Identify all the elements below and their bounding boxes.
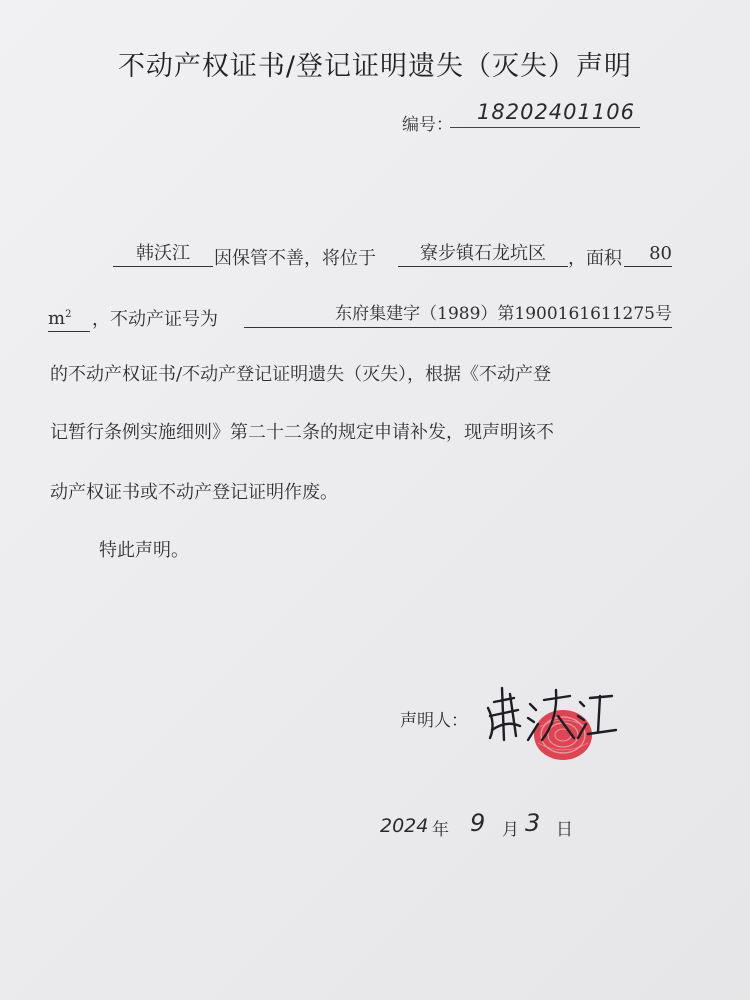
serial-number-label: 编号： (402, 115, 453, 135)
handwritten-signature (480, 680, 620, 750)
area-unit-superscript: 2 (65, 309, 72, 320)
area-unit-field (48, 302, 90, 332)
date-year: 2024 (380, 815, 429, 837)
date-month-char: 月 (502, 820, 519, 840)
serial-number-value: 18202401106 (477, 100, 635, 124)
date-year-char: 年 (432, 820, 449, 840)
serial-number-underline (450, 127, 640, 128)
applicant-name-field: 韩沃江 (113, 241, 213, 267)
location-field: 寮步镇石龙坑区 (398, 241, 568, 267)
declarant-label: 声明人： (400, 711, 468, 731)
date-month: 9 (470, 809, 486, 837)
paragraph-line-5: 动产权证书或不动产登记证明作废。 (50, 482, 338, 503)
area-unit-base: m (48, 308, 66, 329)
text-because: 因保管不善，将位于 (214, 248, 376, 269)
area-value-field: 80 (624, 241, 672, 267)
paragraph-line-3: 的不动产权证书/不动产登记证明遗失（灭失），根据《不动产登 (50, 364, 552, 385)
document-title: 不动产权证书/登记证明遗失（灭失）声明 (117, 51, 633, 82)
date-day: 3 (525, 809, 541, 837)
paragraph-line-4: 记暂行条例实施细则》第二十二条的规定申请补发，现声明该不 (50, 422, 554, 443)
certificate-number-field: 东府集建字（1989）第1900161611275号 (244, 302, 672, 328)
closing-statement: 特此声明。 (99, 540, 189, 561)
date-day-char: 日 (556, 820, 573, 840)
text-cert-number: ，不动产证号为 (92, 309, 218, 330)
text-area: ，面积 (568, 248, 622, 269)
